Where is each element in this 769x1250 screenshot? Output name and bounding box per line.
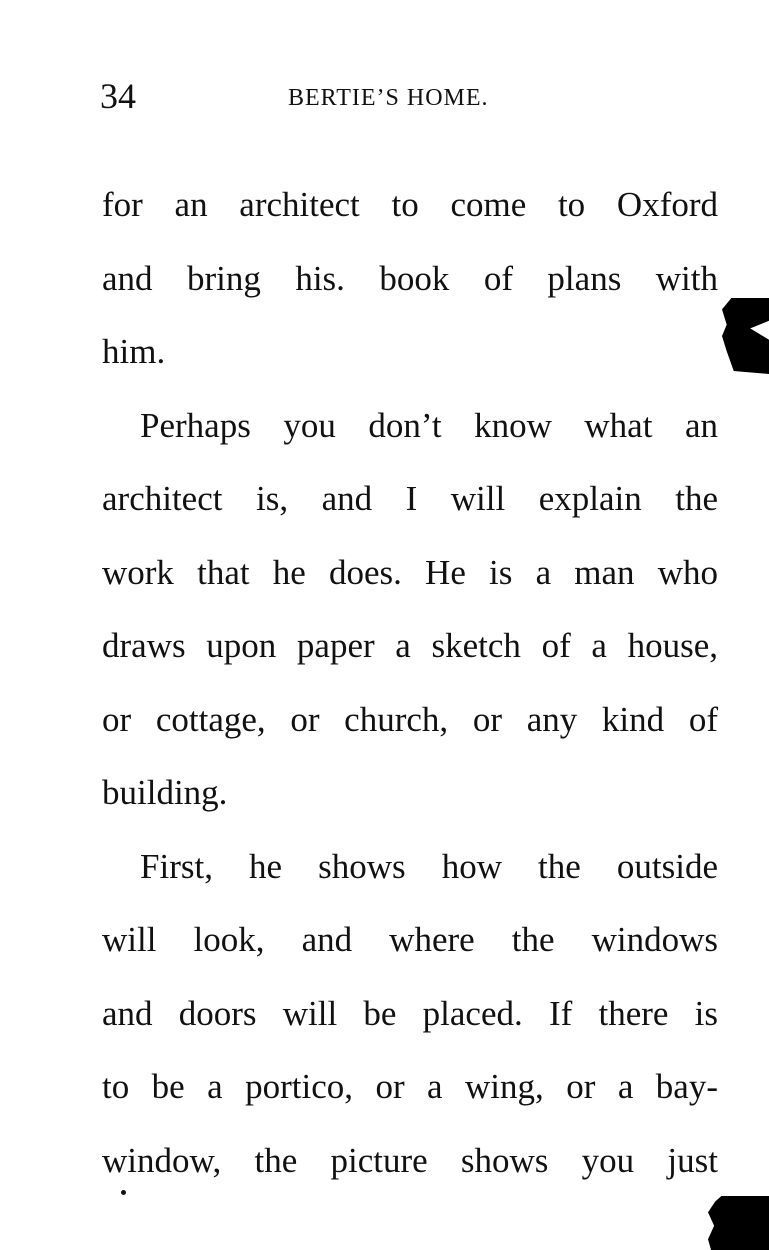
text-line: building.	[102, 773, 228, 812]
text-line: First, he shows how the outside	[140, 846, 718, 886]
body-text	[102, 168, 718, 1197]
text-line: will look, and where the windows	[102, 920, 718, 959]
text-line: to be a portico, or a wing, or a bay-	[102, 1067, 718, 1106]
page-number: 34	[100, 76, 136, 116]
text-line: window, the picture shows you just	[102, 1140, 718, 1180]
running-title: BERTIE’S HOME.	[288, 85, 489, 111]
scan-margin-mark	[722, 298, 769, 374]
text-line: him.	[102, 332, 166, 371]
scan-margin-mark	[708, 1196, 769, 1250]
ink-speck	[121, 1190, 126, 1195]
text-line: draws upon paper a sketch of a house,	[102, 626, 718, 665]
text-line: architect is, and I will explain the	[102, 479, 718, 518]
text-line: or cottage, or church, or any kind of	[102, 699, 718, 739]
text-line: for an architect to come to Oxford	[102, 185, 718, 224]
text-line: and bring his. book of plans with	[102, 258, 718, 298]
text-line: work that he does. He is a man who	[102, 552, 718, 592]
text-line: and doors will be placed. If there is	[102, 993, 718, 1033]
text-line: Perhaps you don’t know what an	[140, 405, 718, 445]
